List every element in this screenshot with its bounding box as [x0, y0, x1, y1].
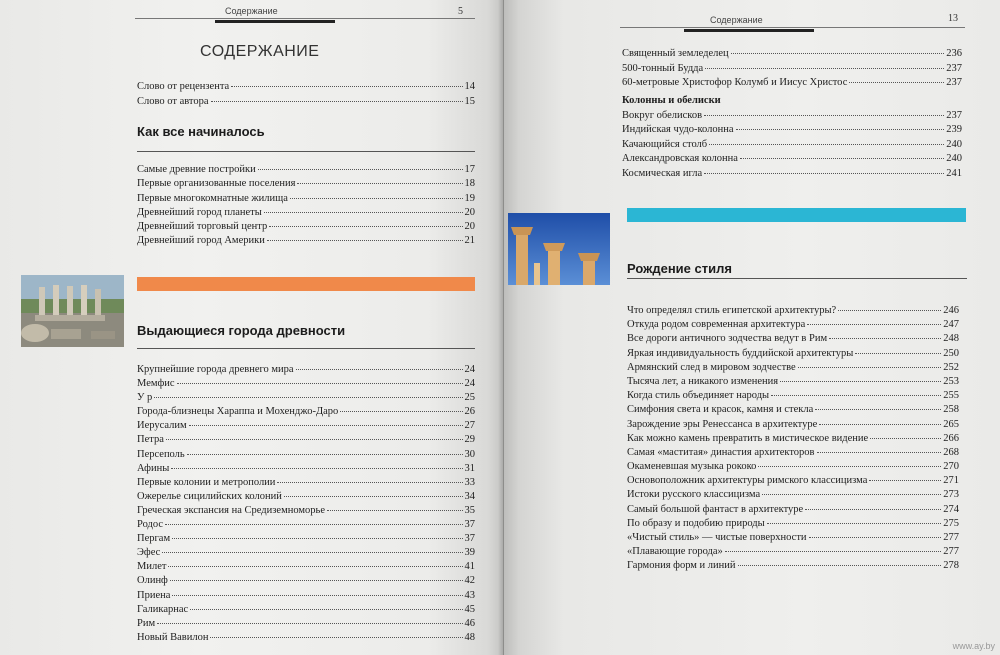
toc-entry-title: Рим — [137, 617, 156, 629]
toc-entry — [137, 546, 475, 560]
toc-entry — [627, 389, 959, 403]
toc-entry-page: 25 — [464, 392, 475, 404]
toc-entry-title: Самые древние постройки — [137, 164, 256, 175]
dot-leader — [154, 397, 462, 398]
dot-leader — [210, 637, 462, 638]
top-entries — [622, 47, 962, 91]
dot-leader — [166, 439, 463, 440]
dot-leader — [277, 482, 462, 483]
toc-entry-title: Слово от автора — [137, 95, 209, 107]
toc-entry — [137, 589, 475, 603]
toc-entry-title: Индийская чудо-колонна — [622, 124, 734, 135]
toc-entry-page: 46 — [464, 617, 475, 629]
toc-entry-page: 20 — [464, 221, 475, 233]
section-title-style-birth: Рождение стиля — [627, 261, 732, 276]
toc-entry-page: 252 — [943, 361, 959, 373]
dot-leader — [809, 537, 942, 538]
toc-entry-page: 39 — [464, 547, 475, 559]
toc-entry-title: Мемфис — [137, 378, 175, 390]
toc-entry-title: 60-метровые Христофор Колумб и Иисус Христос — [622, 77, 848, 88]
section-title-ancient-cities: Выдающиеся города древности — [137, 323, 346, 338]
toc-entry-page: 275 — [943, 517, 959, 529]
toc-entry-page: 48 — [464, 631, 475, 643]
dot-leader — [855, 353, 941, 354]
dot-leader — [704, 115, 944, 116]
section-rule — [627, 278, 967, 279]
watermark: www.ay.by — [952, 641, 995, 651]
toc-entry — [627, 375, 959, 389]
toc-entry — [137, 163, 475, 177]
toc-entry-page: 271 — [943, 475, 959, 487]
toc-entry-page: 14 — [464, 81, 475, 92]
dot-leader — [762, 494, 941, 495]
columns-photo — [508, 213, 610, 285]
dot-leader — [849, 82, 944, 83]
toc-entry — [137, 95, 475, 110]
dot-leader — [740, 158, 944, 159]
dot-leader — [231, 86, 462, 87]
toc-entry-title: Основоположник архитектуры римского классицизма — [627, 475, 868, 487]
dot-leader — [819, 424, 941, 425]
dot-leader — [758, 466, 941, 467]
dot-leader — [172, 595, 462, 596]
toc-entry — [137, 504, 475, 518]
dot-leader — [290, 198, 463, 199]
toc-entry-page: 268 — [943, 446, 959, 458]
dot-leader — [170, 580, 463, 581]
toc-entry-page: 277 — [943, 532, 959, 543]
toc-entry — [627, 432, 959, 446]
dot-leader — [829, 338, 941, 339]
toc-entry-title: Ожерелье сицилийских колоний — [137, 490, 282, 502]
dot-leader — [771, 395, 941, 396]
toc-entry-title: Первые многокомнатные жилища — [137, 192, 288, 204]
running-head-bar — [215, 20, 335, 23]
toc-entry-title: Города-близнецы Хараппа и Мохенджо-Даро — [137, 406, 339, 418]
toc-entry-page: 240 — [946, 138, 962, 150]
toc-entry — [622, 62, 962, 77]
dot-leader — [189, 425, 463, 426]
toc-entry-page: 43 — [464, 589, 475, 601]
toc-entry-page: 24 — [464, 378, 475, 390]
toc-entry-page: 258 — [943, 404, 959, 416]
toc-entry — [137, 603, 475, 617]
toc-entry-title: Что определял стиль египетской архитектуры? — [627, 305, 837, 316]
toc-entry-page: 248 — [943, 333, 959, 345]
toc-entry-page: 255 — [943, 390, 959, 402]
toc-entry — [627, 488, 959, 502]
toc-entry-title: Александровская колонна — [622, 153, 738, 164]
toc-entry-title: Священный земледелец — [622, 48, 729, 59]
page-title: СОДЕРЖАНИЕ — [200, 43, 320, 60]
toc-entry — [627, 347, 959, 361]
toc-entry-title: Окаменевшая музыка рококо — [627, 461, 757, 473]
dot-leader — [211, 101, 463, 102]
toc-entry — [137, 206, 475, 220]
toc-entry-page: 237 — [946, 77, 962, 88]
dot-leader — [805, 509, 941, 510]
toc-entry — [627, 474, 959, 488]
dot-leader — [296, 369, 463, 370]
dot-leader — [767, 523, 942, 524]
toc-entry-page: 237 — [946, 62, 962, 74]
toc-entry-page: 31 — [464, 462, 475, 474]
toc-entry-title: Самая «маститая» династия архитекторов — [627, 446, 815, 458]
toc-entry — [627, 531, 959, 545]
dot-leader — [172, 538, 462, 539]
toc-entry-page: 27 — [464, 420, 475, 432]
toc-entry-page: 277 — [943, 546, 959, 558]
toc-entry-title: Родос — [137, 519, 164, 531]
toc-entry — [137, 177, 475, 191]
dot-leader — [177, 383, 463, 384]
toc-entry — [137, 80, 475, 95]
toc-entry — [627, 418, 959, 432]
toc-entry-title: Вокруг обелисков — [622, 109, 703, 121]
dot-leader — [815, 409, 941, 410]
toc-entry-title: Космическая игла — [622, 167, 703, 179]
toc-entry-title: Качающийся столб — [622, 138, 708, 150]
toc-entry-title: Галикарнас — [137, 603, 189, 615]
toc-entry-title: «Чистый стиль» — чистые поверхности — [627, 532, 807, 543]
toc-entry-page: 270 — [943, 461, 959, 473]
toc-entry-page: 34 — [464, 490, 475, 502]
toc-entry — [137, 419, 475, 433]
toc-entry-page: 37 — [464, 519, 475, 531]
toc-entry-title: Истоки русского классицизма — [627, 489, 761, 501]
right-page — [503, 0, 1000, 655]
toc-entry — [137, 617, 475, 631]
toc-entry-title: Олинф — [137, 575, 168, 587]
toc-entry-title: Приена — [137, 589, 171, 601]
page-number-right: 13 — [948, 13, 958, 24]
dot-leader — [327, 510, 463, 511]
dot-leader — [709, 144, 944, 145]
toc-entry-title: Армянский след в мировом зодчестве — [627, 361, 796, 373]
running-head-bar — [684, 29, 814, 32]
toc-entry-title: Самый большой фантаст в архитектуре — [627, 503, 804, 515]
toc-entry-title: 500-тонный Будда — [622, 62, 704, 74]
dot-leader — [269, 226, 462, 227]
toc-entry-title: Откуда родом современная архитектура — [627, 319, 806, 331]
toc-entry — [137, 377, 475, 391]
toc-entry — [622, 109, 962, 124]
toc-entry — [627, 503, 959, 517]
running-head-rule — [135, 18, 475, 19]
dot-leader — [704, 173, 944, 174]
toc-entry-title: Древнейший торговый центр — [137, 221, 268, 233]
toc-entry-title: Милет — [137, 561, 167, 573]
toc-entry-title: Древнейший город планеты — [137, 206, 262, 218]
toc-entry-title: Первые колонии и метрополии — [137, 476, 276, 488]
toc-entry — [627, 361, 959, 375]
toc-entry-title: Иерусалим — [137, 420, 187, 432]
toc-entry — [622, 152, 962, 167]
toc-entry-page: 45 — [464, 603, 475, 615]
section-title-beginnings: Как все начиналось — [137, 124, 265, 139]
dot-leader — [817, 452, 942, 453]
dot-leader — [267, 240, 463, 241]
toc-entry-page: 240 — [946, 153, 962, 164]
section-rule — [137, 151, 475, 152]
toc-entry-page: 41 — [464, 561, 475, 573]
dot-leader — [171, 468, 462, 469]
dot-leader — [705, 68, 944, 69]
dot-leader — [780, 381, 941, 382]
toc-entry — [137, 518, 475, 532]
subsection-title-columns — [622, 94, 962, 109]
toc-entry — [622, 76, 962, 91]
toc-entry-page: 18 — [464, 178, 475, 190]
toc-entry-page: 26 — [464, 406, 475, 418]
toc-entry-title: Зарождение эры Ренессанса в архитектуре — [627, 418, 818, 430]
dot-leader — [190, 609, 462, 610]
toc-entry — [622, 47, 962, 62]
toc-entry — [137, 234, 475, 248]
toc-entry — [137, 220, 475, 234]
toc-entry — [137, 192, 475, 206]
toc-entry — [137, 560, 475, 574]
dot-leader — [798, 367, 942, 368]
toc-entry — [137, 363, 475, 377]
toc-entry-title: Первые организованные поселения — [137, 178, 296, 190]
toc-entry — [627, 559, 959, 573]
toc-entry-title: «Плавающие города» — [627, 546, 723, 558]
toc-entry-page: 241 — [946, 167, 962, 179]
toc-entry-page: 33 — [464, 476, 475, 488]
dot-leader — [838, 310, 941, 311]
dot-leader — [162, 552, 462, 553]
toc-entry — [627, 545, 959, 559]
dot-leader — [264, 212, 463, 213]
toc-entry-page: 247 — [943, 319, 959, 331]
dot-leader — [870, 438, 941, 439]
dot-leader — [731, 53, 945, 54]
dot-leader — [258, 169, 463, 170]
toc-entry-page: 24 — [464, 364, 475, 375]
toc-entry — [622, 167, 962, 182]
toc-entry-page: 239 — [946, 124, 962, 135]
toc-entry-page: 266 — [943, 432, 959, 444]
running-head-right: Содержание — [710, 15, 763, 25]
toc-entry-page: 265 — [943, 418, 959, 430]
toc-entry — [137, 448, 475, 462]
toc-entry-title: Древнейший город Америки — [137, 235, 265, 247]
toc-entry-page: 19 — [464, 192, 475, 204]
toc-entry-title: Тысяча лет, а никакого изменения — [627, 375, 779, 387]
toc-entry — [137, 405, 475, 419]
toc-entry-title: Как можно камень превратить в мистическое видение — [627, 432, 869, 444]
dot-leader — [297, 183, 462, 184]
toc-entry — [137, 490, 475, 504]
toc-entry — [627, 332, 959, 346]
toc-entry-page: 278 — [943, 560, 959, 572]
toc-entry-title: Крупнейшие города древнего мира — [137, 364, 294, 375]
section-entries-ancient-cities — [137, 363, 475, 645]
toc-entry-title: Афины — [137, 462, 170, 474]
toc-entry-title: Гармония форм и линий — [627, 560, 736, 572]
subsection-title-text: Колонны и обелиски — [622, 95, 721, 106]
toc-entry-page: 42 — [464, 575, 475, 587]
toc-entry-page: 246 — [943, 305, 959, 316]
toc-entry — [627, 446, 959, 460]
dot-leader — [168, 566, 462, 567]
page-number-left: 5 — [458, 6, 463, 17]
toc-entry-page: 21 — [464, 235, 475, 247]
dot-leader — [736, 129, 945, 130]
toc-entry-title: Симфония света и красок, камня и стекла — [627, 404, 814, 416]
toc-entry-page: 20 — [464, 206, 475, 218]
subsection-entries-columns — [622, 94, 962, 181]
toc-entry-page: 273 — [943, 489, 959, 501]
section-entries-beginnings — [137, 163, 475, 249]
toc-entry — [137, 391, 475, 405]
toc-entry-page: 17 — [464, 164, 475, 175]
toc-entry-title: Слово от рецензента — [137, 81, 230, 92]
toc-entry-page: 236 — [946, 48, 962, 59]
section-color-band — [137, 277, 475, 291]
toc-entry-page: 237 — [946, 109, 962, 121]
toc-entry — [137, 462, 475, 476]
dot-leader — [807, 324, 941, 325]
toc-entry-page: 250 — [943, 347, 959, 359]
intro-entries — [137, 80, 475, 109]
dot-leader — [157, 623, 462, 624]
dot-leader — [187, 454, 463, 455]
toc-entry-page: 253 — [943, 375, 959, 387]
toc-entry — [627, 460, 959, 474]
toc-entry-title: Петра — [137, 434, 164, 446]
dot-leader — [165, 524, 462, 525]
dot-leader — [340, 411, 462, 412]
toc-entry — [137, 574, 475, 588]
toc-entry — [627, 304, 959, 318]
toc-entry-page: 30 — [464, 448, 475, 460]
toc-entry-title: Персеполь — [137, 448, 185, 460]
ancient-ruins-photo — [21, 275, 124, 347]
toc-entry-title: Пергам — [137, 533, 171, 545]
toc-entry-page: 35 — [464, 504, 475, 516]
running-head-rule — [620, 27, 965, 28]
section-rule — [137, 348, 475, 349]
toc-entry-title: По образу и подобию природы — [627, 517, 765, 529]
section-entries-style-birth — [627, 304, 959, 574]
toc-entry — [627, 318, 959, 332]
toc-entry-page: 274 — [943, 503, 959, 515]
toc-entry — [622, 123, 962, 138]
dot-leader — [725, 551, 941, 552]
toc-entry-page: 37 — [464, 533, 475, 545]
toc-entry-page: 29 — [464, 434, 475, 446]
toc-entry-title: Все дороги античного зодчества ведут в Рим — [627, 333, 828, 345]
toc-entry-page: 15 — [464, 95, 475, 107]
toc-entry — [622, 138, 962, 153]
dot-leader — [869, 480, 941, 481]
section-color-band — [627, 208, 966, 222]
toc-entry-title: Эфес — [137, 547, 161, 559]
toc-entry — [137, 433, 475, 447]
running-head-left: Содержание — [225, 6, 278, 16]
dot-leader — [284, 496, 463, 497]
toc-entry-title: Новый Вавилон — [137, 631, 209, 643]
toc-entry-title: Когда стиль объединяет народы — [627, 390, 770, 402]
toc-entry — [627, 517, 959, 531]
toc-entry — [137, 532, 475, 546]
dot-leader — [738, 565, 942, 566]
toc-entry-title: Греческая экспансия на Средиземноморье — [137, 504, 325, 516]
toc-entry-title: У р — [137, 392, 153, 404]
toc-entry — [137, 476, 475, 490]
toc-entry — [137, 631, 475, 645]
toc-entry-title: Яркая индивидуальность буддийской архитектуры — [627, 347, 854, 359]
toc-entry — [627, 403, 959, 417]
